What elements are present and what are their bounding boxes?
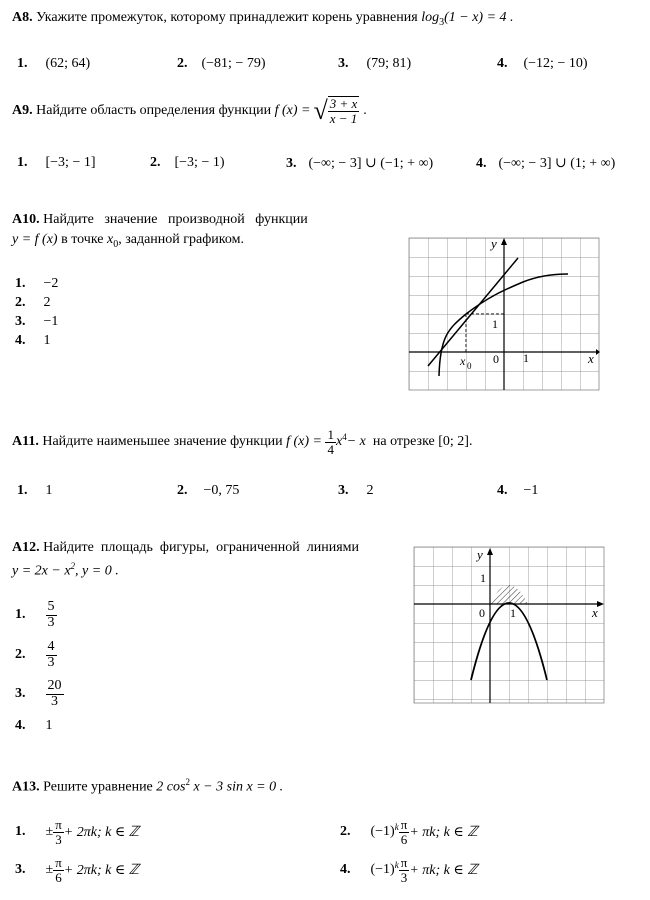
a11-lhs: f (x) = [286,434,322,450]
a8-base: 3 [439,16,445,28]
a13-opt-3[interactable] [15,856,139,884]
option-frac [399,856,410,884]
option-number: 3. [286,156,297,171]
option-frac [46,600,57,630]
a12-graph [413,546,605,706]
a11-question [12,428,472,456]
a10-line2 [12,232,244,250]
option-text: (−12; − 10) [523,56,588,71]
frac-num: 5 [47,599,55,614]
a11-frac-num: 1 [327,427,334,442]
option-text: 2 [366,483,374,498]
option-pre: (−1) [370,824,395,840]
a10-line1 [12,212,308,228]
option-number: 1. [17,483,28,498]
a10-func: y = f (x) [12,232,58,247]
y-label: y [477,547,483,562]
option-pre: (−1) [370,862,395,878]
option-sup: k [394,860,399,870]
a9-question [12,96,367,126]
option-text: (−∞; − 3] ∪ (−1; + ∞) [308,156,434,171]
option-text: 1 [45,718,53,733]
a12-line2 [12,561,119,580]
a11-pow: 4 [342,432,347,442]
option-number: 3. [15,314,26,329]
option-number: 4. [15,333,26,348]
a12-label: A12. [12,540,40,555]
a10-label: A10. [12,212,40,227]
frac-num: 4 [47,639,55,654]
a10-graph [408,237,600,391]
a10-opt-4[interactable] [15,333,51,349]
frac-den: 3 [47,654,55,670]
option-text: 1 [45,483,53,498]
option-number: 4. [340,862,351,878]
frac-den: 3 [55,831,62,847]
option-text: [−3; − 1] [45,155,96,170]
a10-text3: , заданной графиком. [118,232,244,247]
a13-question [12,777,283,796]
a13-opt-2[interactable] [340,818,478,846]
option-post: + πk; k ∈ ℤ [409,824,478,840]
frac-den: 3 [51,693,58,709]
a10-text: Найдите значение производной функции [43,212,308,227]
option-number: 2. [177,56,188,71]
a11-opt-2[interactable] [177,483,239,499]
a9-fraction [328,96,360,125]
sqrt-sign: √ [313,96,328,125]
a11-opt-4[interactable] [497,483,538,499]
a12-eq: y = 2x − x [12,563,71,579]
option-number: 3. [338,483,349,498]
a11-frac [325,428,336,456]
a8-opt-1[interactable] [17,56,90,72]
option-number: 3. [338,56,349,71]
a10-opt-2[interactable] [15,295,51,311]
option-text: (62; 64) [45,56,91,71]
a13-label: A13. [12,779,40,795]
a9-denominator: x − 1 [329,111,358,126]
a8-opt-2[interactable] [177,56,266,72]
a8-eq: (1 − x) = 4 . [444,10,514,25]
a12-line1 [12,540,359,556]
a8-log: log [421,10,440,25]
a11-opt-3[interactable] [338,483,374,499]
option-post: + πk; k ∈ ℤ [409,862,478,878]
a8-opt-3[interactable] [338,56,411,72]
a9-opt-2[interactable] [150,155,225,171]
option-number: 1. [15,607,26,623]
a9-label: A9. [12,103,33,118]
a12-opt-1[interactable] [15,600,57,630]
a9-numerator: 3 + x [329,96,358,112]
a13-opt-4[interactable] [340,856,478,884]
a9-text: Найдите область определения функции [36,103,272,118]
option-number: 4. [15,718,26,733]
a8-question [12,10,514,28]
a10-opt-1[interactable] [15,276,58,292]
option-sup: k [394,822,399,832]
option-number: 3. [15,686,26,702]
option-number: 3. [15,862,26,878]
x-label: x [592,605,598,620]
option-number: 2. [15,295,26,310]
option-text: −1 [43,314,59,329]
a10-x0-sub: 0 [113,238,119,250]
frac-den: 6 [400,831,408,847]
option-text: [−3; − 1) [174,155,225,170]
y-label: y [491,237,497,251]
one-y-label: 1 [492,317,498,331]
option-number: 1. [17,56,28,71]
a11-label: A11. [12,434,39,450]
a8-label: A8. [12,10,33,25]
a13-eq2: x − 3 sin x = 0 . [189,779,284,795]
a10-x0: x [106,232,114,247]
a12-opt-3[interactable] [15,679,64,709]
option-number: 1. [17,155,28,170]
a13-opt-1[interactable] [15,818,139,846]
frac-num: π [55,855,62,870]
a11-minus-x: − x [346,434,366,450]
a9-end: . [363,103,367,118]
frac-den: 3 [47,614,55,630]
a9-opt-4[interactable] [476,155,615,172]
a11-frac-den: 4 [327,441,334,457]
a12-eq2: , y = 0 . [75,563,119,579]
a10-text2: в точке [57,232,107,247]
option-number: 4. [497,483,508,498]
frac-den: 6 [55,869,62,885]
a9-lhs: f (x) = [274,103,311,118]
a13-text: Решите уравнение [43,779,157,795]
option-frac [53,856,64,884]
a13-pow: 2 [185,777,190,787]
option-frac [53,818,64,846]
option-number: 1. [15,824,26,840]
one-y-label: 1 [480,571,486,585]
zero-label: 0 [493,352,499,366]
option-frac [46,679,64,709]
a11-tail: на отрезке [0; 2]. [365,434,473,450]
grid [414,547,604,703]
frac-num: 20 [47,678,62,693]
frac-num: π [400,817,408,832]
option-number: 2. [340,824,351,840]
one-x-label: 1 [523,351,529,365]
option-text: 2 [43,295,51,310]
option-post: + 2πk; k ∈ ℤ [63,862,140,878]
option-frac [46,640,57,670]
a9-opt-1[interactable] [17,155,96,171]
option-number: 4. [497,56,508,71]
a8-opt-4[interactable] [497,56,588,72]
frac-num: π [400,855,408,870]
a8-text: Укажите промежуток, которому принадлежит корень уравнения [36,10,422,25]
option-text: (−∞; − 3] ∪ (1; + ∞) [498,156,616,171]
frac-den: 3 [400,869,408,885]
option-text: −2 [43,276,59,291]
one-x-label: 1 [510,606,516,620]
x0-label: x [460,354,466,368]
option-number: 4. [476,156,487,171]
a9-opt-3[interactable] [286,155,433,172]
option-number: 2. [177,483,188,498]
option-frac [399,818,410,846]
option-text: (79; 81) [366,56,412,71]
a12-opt-4[interactable] [15,718,53,734]
option-text: (−81; − 79) [201,56,266,71]
option-pre: ± [45,824,54,840]
option-text: 1 [43,333,51,348]
option-pre: ± [45,862,54,878]
a13-eq: 2 cos [156,779,186,795]
a12-pow: 2 [70,561,76,571]
option-text: −1 [523,483,539,498]
option-post: + 2πk; k ∈ ℤ [63,824,140,840]
a11-text: Найдите наименьшее значение функции [42,434,283,450]
a11-opt-1[interactable] [17,483,53,499]
zero-label: 0 [479,606,485,620]
x0-sub-label: 0 [467,361,472,371]
a11-x: x [335,434,343,450]
option-number: 2. [15,647,26,663]
x-label: x [588,351,594,366]
frac-num: π [55,817,62,832]
a12-opt-2[interactable] [15,640,57,670]
option-number: 2. [150,155,161,170]
a12-text: Найдите площадь фигуры, ограниченной линиями [43,540,360,555]
a10-opt-3[interactable] [15,314,58,330]
option-text: −0, 75 [203,483,240,498]
option-number: 1. [15,276,26,291]
